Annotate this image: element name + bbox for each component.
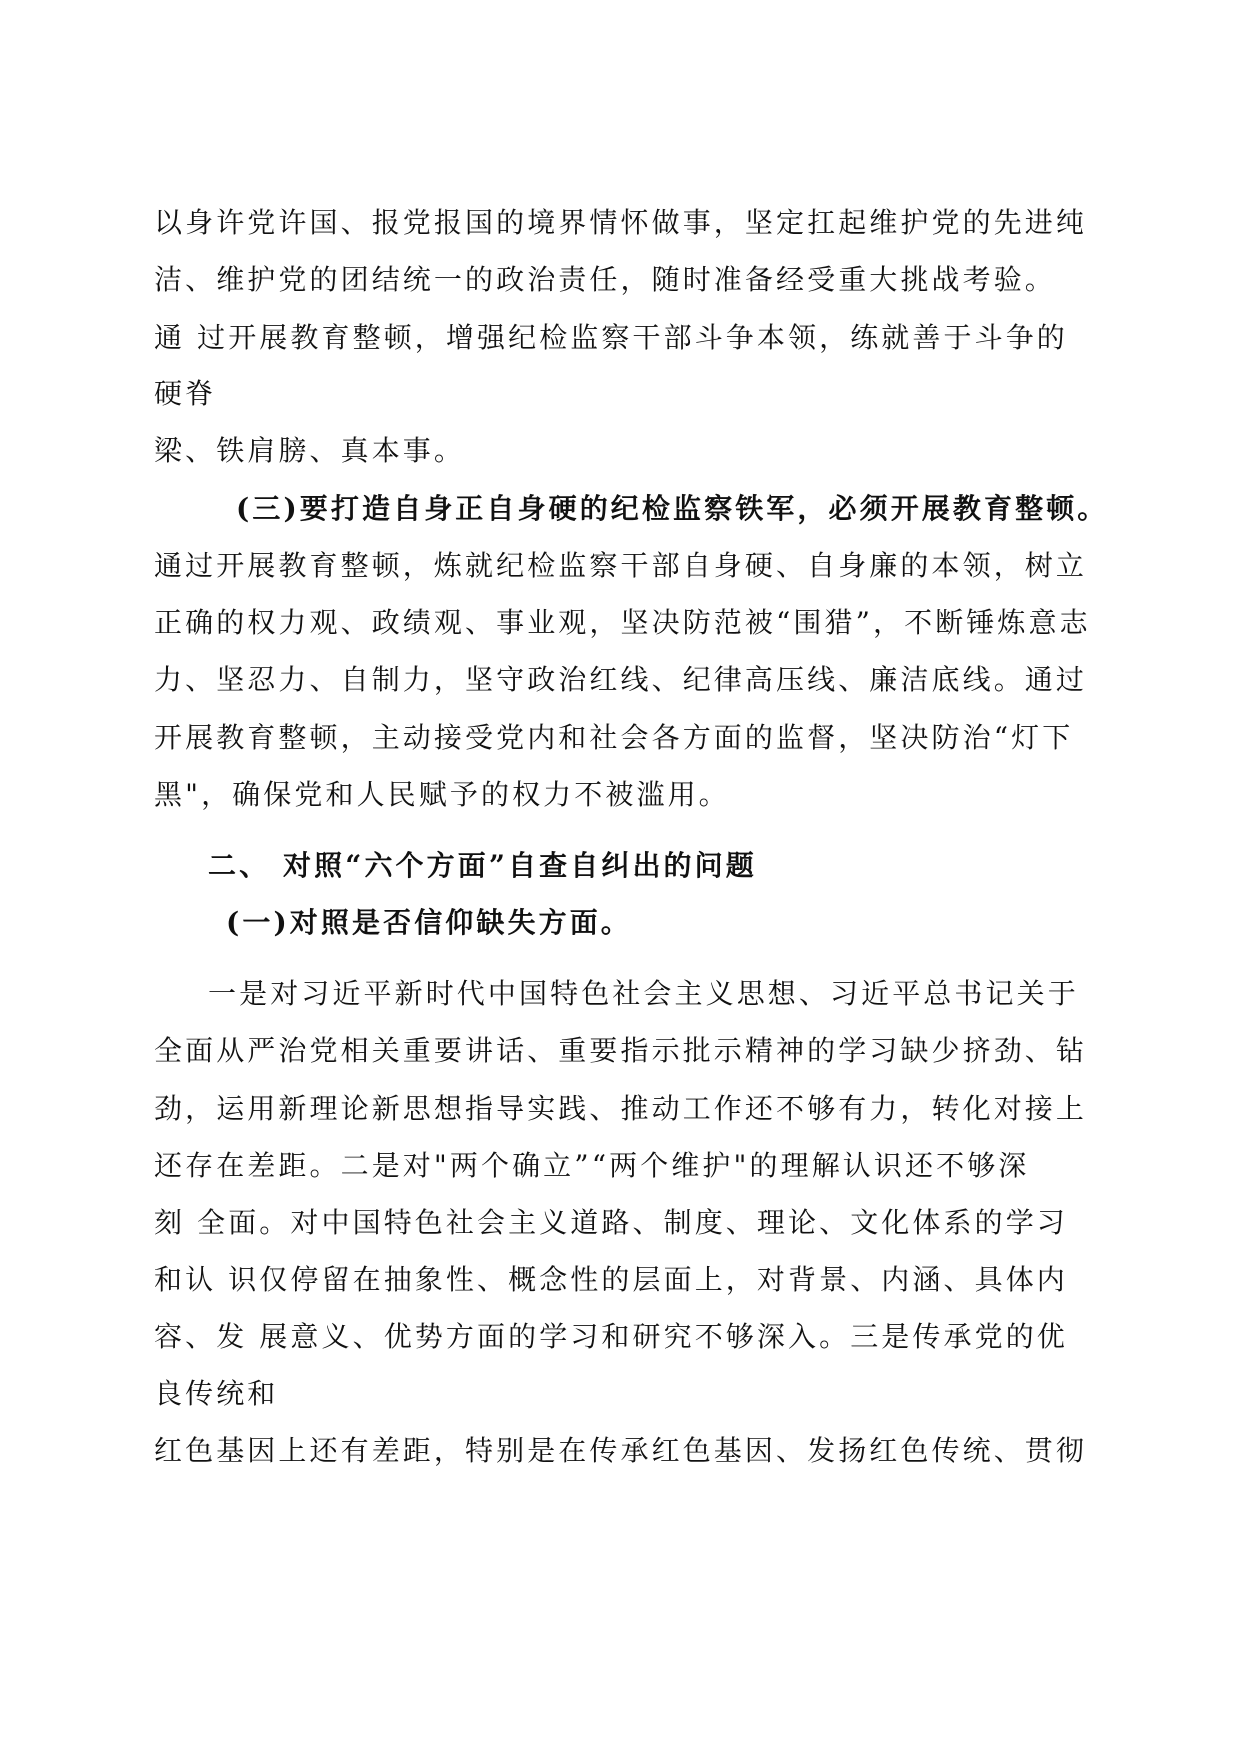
body-text-line: 洁、维护党的团结统一的政治责任，随时准备经受重大挑战考验。	[154, 263, 1056, 296]
body-text-line: 正确的权力观、政绩观、事业观，坚决防范被“围猎”，不断锤炼意志	[154, 606, 1091, 639]
body-text-line: 黑"，确保党和人民赋予的权力不被滥用。	[154, 778, 730, 811]
body-text-line: 梁、铁肩膀、真本事。	[154, 434, 466, 467]
body-text-line: 全面从严治党相关重要讲话、重要指示批示精神的学习缺少挤劲、钻	[154, 1034, 1088, 1067]
section-heading-3: (三)要打造自身正自身硬的纪检监察铁军，必须开展教育整顿。	[236, 492, 1109, 525]
body-text-line: 红色基因上还有差距，特别是在传承红色基因、发扬红色传统、贯彻	[154, 1434, 1088, 1467]
body-text-line: 硬脊	[154, 377, 217, 410]
body-text-line: 通 过开展教育整顿，增强纪检监察干部斗争本领，练就善于斗争的	[154, 321, 1068, 354]
body-text-line: 还存在差距。二是对"两个确立”“两个维护"的理解认识还不够深	[154, 1149, 1030, 1182]
body-text-line: 一是对习近平新时代中国特色社会主义思想、习近平总书记关于	[208, 977, 1079, 1010]
subsection-heading-1: (一)对照是否信仰缺失方面。	[226, 906, 632, 939]
body-text-line: 和认 识仅停留在抽象性、概念性的层面上，对背景、内涵、具体内	[154, 1263, 1068, 1296]
body-text-line: 力、坚忍力、自制力，坚守政治红线、纪律高压线、廉洁底线。通过	[154, 663, 1088, 696]
body-text-line: 通过开展教育整顿，炼就纪检监察干部自身硬、自身廉的本领，树立	[154, 549, 1088, 582]
body-text-line: 以身许党许国、报党报国的境界情怀做事，坚定扛起维护党的先进纯	[154, 206, 1088, 239]
body-text-line: 劲，运用新理论新思想指导实践、推动工作还不够有力，转化对接上	[154, 1092, 1088, 1125]
body-text-line: 良传统和	[154, 1377, 279, 1410]
section-heading-2: 二、 对照“六个方面”自查自纠出的问题	[208, 849, 757, 882]
body-text-line: 开展教育整顿，主动接受党内和社会各方面的监督，坚决防治“灯下	[154, 721, 1074, 754]
body-text-line: 容、发 展意义、优势方面的学习和研究不够深入。三是传承党的优	[154, 1320, 1068, 1353]
body-text-line: 刻 全面。对中国特色社会主义道路、制度、理论、文化体系的学习	[154, 1206, 1068, 1239]
